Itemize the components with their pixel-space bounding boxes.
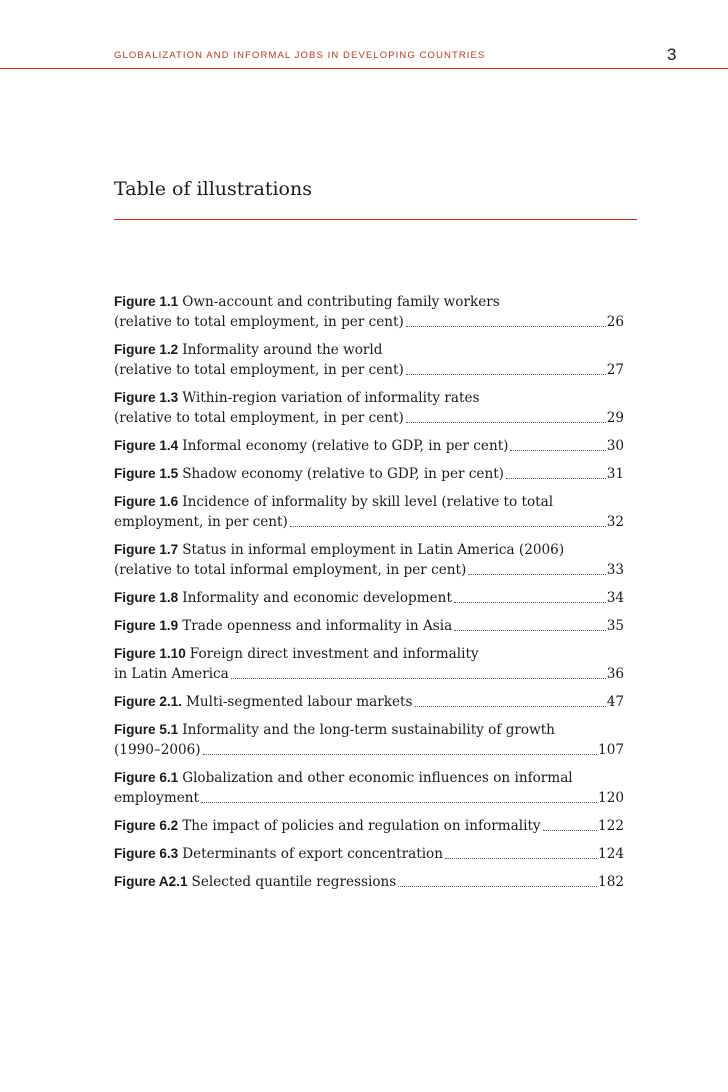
page-ref: 29 bbox=[606, 410, 624, 426]
figure-number: Figure 1.5 bbox=[114, 466, 179, 481]
page-ref: 36 bbox=[606, 666, 624, 682]
page-ref: 120 bbox=[598, 790, 624, 806]
page-ref: 27 bbox=[606, 362, 624, 378]
figure-caption: Selected quantile regressions bbox=[191, 874, 397, 890]
dot-leader bbox=[203, 753, 597, 755]
entry-line bbox=[114, 560, 624, 580]
toc-entry[interactable] bbox=[114, 768, 624, 808]
section-title: Table of illustrations bbox=[114, 178, 312, 200]
page-ref: 182 bbox=[598, 874, 624, 890]
entry-line bbox=[114, 664, 624, 684]
figure-caption: Incidence of informality by skill level (relative to total bbox=[182, 494, 554, 510]
figure-caption: Informality and economic development bbox=[182, 590, 452, 606]
figure-caption: Multi-segmented labour markets bbox=[186, 694, 413, 710]
figure-caption: Informality around the world bbox=[182, 342, 383, 358]
figure-caption-continued: (relative to total informal employment, in per cent) bbox=[114, 562, 467, 578]
figure-number: Figure 6.3 bbox=[114, 846, 179, 861]
figure-caption: Foreign direct investment and informality bbox=[189, 646, 479, 662]
header-rule bbox=[0, 68, 728, 69]
toc-entry[interactable] bbox=[114, 464, 624, 484]
figure-caption: Globalization and other economic influences on informal bbox=[182, 770, 573, 786]
entry-line bbox=[114, 692, 624, 712]
figure-caption-continued: employment, in per cent) bbox=[114, 514, 288, 530]
figure-number: Figure 1.2 bbox=[114, 342, 179, 357]
toc-entry[interactable] bbox=[114, 816, 624, 836]
figure-caption: Trade openness and informality in Asia bbox=[182, 618, 453, 634]
toc-entry[interactable] bbox=[114, 540, 624, 580]
figure-caption: The impact of policies and regulation on informality bbox=[182, 818, 541, 834]
entry-line bbox=[114, 816, 624, 836]
figure-number: Figure 1.6 bbox=[114, 494, 179, 509]
entry-line bbox=[114, 360, 624, 380]
figure-number: Figure 1.4 bbox=[114, 438, 179, 453]
title-rule bbox=[114, 219, 637, 220]
toc-entry[interactable] bbox=[114, 588, 624, 608]
entry-line bbox=[114, 512, 624, 532]
figure-number: Figure A2.1 bbox=[114, 874, 188, 889]
figure-number: Figure 1.1 bbox=[114, 294, 179, 309]
dot-leader bbox=[468, 573, 605, 575]
entry-line bbox=[114, 464, 624, 484]
figure-caption-continued: (relative to total employment, in per cent) bbox=[114, 314, 404, 330]
figure-caption-continued: (1990–2006) bbox=[114, 742, 201, 758]
page-ref: 26 bbox=[606, 314, 624, 330]
figure-caption-continued: employment bbox=[114, 790, 200, 806]
toc-entry[interactable] bbox=[114, 720, 624, 760]
toc-entry[interactable] bbox=[114, 436, 624, 456]
dot-leader bbox=[290, 525, 606, 527]
entry-line bbox=[114, 588, 624, 608]
dot-leader bbox=[415, 705, 606, 707]
figure-caption-continued: (relative to total employment, in per cent) bbox=[114, 410, 404, 426]
figure-number: Figure 5.1 bbox=[114, 722, 179, 737]
figure-caption-continued: in Latin America bbox=[114, 666, 229, 682]
running-head: GLOBALIZATION AND INFORMAL JOBS IN DEVELOPING COUNTRIES bbox=[114, 50, 486, 61]
dot-leader bbox=[445, 857, 597, 859]
figure-number: Figure 1.10 bbox=[114, 646, 186, 661]
page-ref: 34 bbox=[606, 590, 624, 606]
toc-entry[interactable] bbox=[114, 492, 624, 532]
figure-number: Figure 1.8 bbox=[114, 590, 179, 605]
figure-caption: Status in informal employment in Latin America (2006) bbox=[182, 542, 565, 558]
dot-leader bbox=[454, 629, 605, 631]
toc-entry[interactable] bbox=[114, 388, 624, 428]
figure-caption: Own-account and contributing family workers bbox=[182, 294, 500, 310]
toc-entry[interactable] bbox=[114, 692, 624, 712]
page-ref: 107 bbox=[598, 742, 624, 758]
entry-line bbox=[114, 436, 624, 456]
toc-entry[interactable] bbox=[114, 292, 624, 332]
figure-number: Figure 1.3 bbox=[114, 390, 179, 405]
figure-caption: Shadow economy (relative to GDP, in per cent) bbox=[182, 466, 504, 482]
figure-number: Figure 1.7 bbox=[114, 542, 179, 557]
page-ref: 31 bbox=[606, 466, 624, 482]
dot-leader bbox=[231, 677, 606, 679]
figure-number: Figure 1.9 bbox=[114, 618, 179, 633]
entry-line bbox=[114, 408, 624, 428]
figure-number: Figure 6.2 bbox=[114, 818, 179, 833]
toc-entry[interactable] bbox=[114, 616, 624, 636]
page-ref: 122 bbox=[598, 818, 624, 834]
figure-caption: Informality and the long-term sustainability of growth bbox=[182, 722, 555, 738]
figure-caption-continued: (relative to total employment, in per cent) bbox=[114, 362, 404, 378]
figure-caption: Determinants of export concentration bbox=[182, 846, 443, 862]
page-ref: 124 bbox=[598, 846, 624, 862]
dot-leader bbox=[398, 885, 597, 887]
dot-leader bbox=[201, 801, 597, 803]
entry-line bbox=[114, 740, 624, 760]
entry-line bbox=[114, 872, 624, 892]
entry-line bbox=[114, 616, 624, 636]
dot-leader bbox=[406, 421, 606, 423]
toc-entry[interactable] bbox=[114, 340, 624, 380]
figure-number: Figure 2.1. bbox=[114, 694, 182, 709]
dot-leader bbox=[406, 373, 606, 375]
figure-caption: Within-region variation of informality rates bbox=[182, 390, 480, 406]
entry-line bbox=[114, 312, 624, 332]
page-ref: 47 bbox=[606, 694, 624, 710]
dot-leader bbox=[454, 601, 606, 603]
page-ref: 33 bbox=[606, 562, 624, 578]
page-ref: 32 bbox=[606, 514, 624, 530]
page-ref: 30 bbox=[606, 438, 624, 454]
dot-leader bbox=[406, 325, 606, 327]
toc-entry[interactable] bbox=[114, 844, 624, 864]
entry-line bbox=[114, 844, 624, 864]
dot-leader bbox=[543, 829, 597, 831]
page-ref: 35 bbox=[606, 618, 624, 634]
dot-leader bbox=[510, 449, 605, 451]
figure-number: Figure 6.1 bbox=[114, 770, 179, 785]
entry-line bbox=[114, 788, 624, 808]
toc-entry[interactable] bbox=[114, 872, 624, 892]
figure-caption: Informal economy (relative to GDP, in per cent) bbox=[182, 438, 509, 454]
toc-entry[interactable] bbox=[114, 644, 624, 684]
page-number: 3 bbox=[667, 45, 677, 64]
dot-leader bbox=[506, 477, 606, 479]
table-of-illustrations-list bbox=[114, 292, 624, 900]
